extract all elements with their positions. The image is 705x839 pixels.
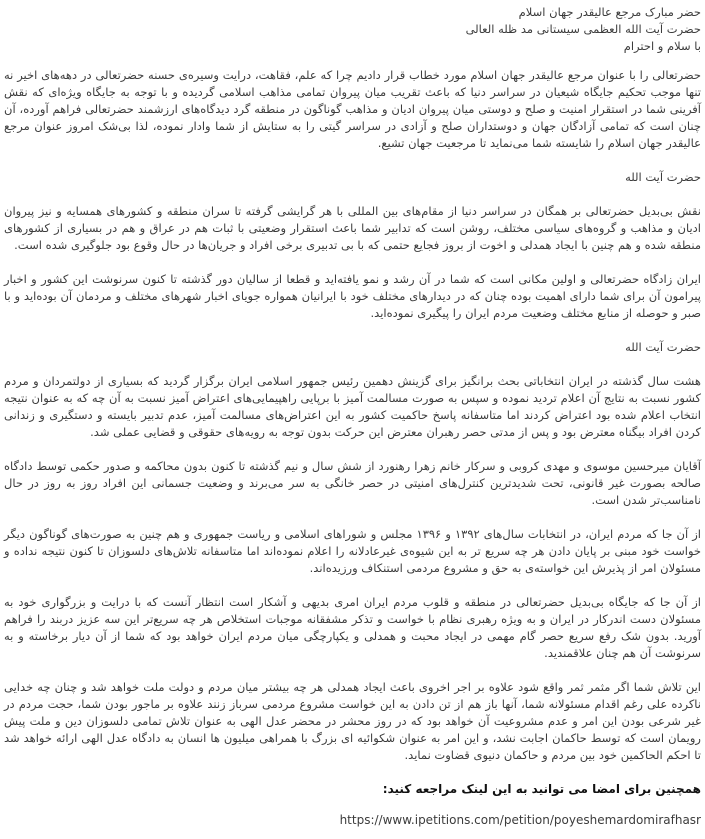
section-heading-2: حضرت آیت الله: [625, 340, 701, 354]
salutation-line-2: حضرت آیت الله العظمی سیستانی مد ظله العالی: [465, 22, 701, 36]
section-heading-1: حضرت آیت الله: [625, 170, 701, 184]
paragraph-house-arrest: آقایان میرحسین موسوی و مهدی کروبی و سرکار خانم زهرا رهنورد از شش سال و نیم گذشته تا کنون بدون محاکمه و صدور حکمی توسط دادگاه صالحه بصورت غیر قانونی، تحت شدیدترین کنترل‌های امنیتی در حصر خانگی به سر می‌برند و وضعیت جسمانی این افراد روز به روز در حال نامناسب‌تر شدن است.: [4, 459, 701, 507]
paragraph-request: از آن جا که جایگاه بی‌بدیل حضرتعالی در منطقه و قلوب مردم ایران امری بدیهی و آشکار است انتظار آنست که با درایت و بزرگواری خود به مسئولان دست اندرکار در ایران و به ویژه رهبری نظام با خواست و تذکر مشفقانه موجبات استخلاص هر چه سریع‌تر این سه عزیز دربند را فراهم آورید. بدون شک رفع سریع حصر گام مهمی در ایجاد محبت و همدلی و یکپارچگی میان مردم ایران خواهد بود که شما از آن دیار برخاسته و به سرنوشت آن هم چنان علاقمندید.: [4, 595, 701, 660]
petition-link-row: [4, 812, 701, 829]
signature-call-to-action: همچنین برای امضا می توانید به این لینک مراجعه کنید:: [382, 782, 701, 796]
paragraph-public-demand: از آن جا که مردم ایران، در انتخابات سال‌های ۱۳۹۲ و ۱۳۹۶ مجلس و شوراهای اسلامی و ریاست جمهوری و هم چنین به صورت‌های گوناگون دیگر خواست خود مبنی بر پایان دادن هر چه سریع تر به این شیوه‌ی غیرعادلانه را اعلام نموده‌اند اما متاسفانه تلاش‌های دلسوزان تا کنون نتیجه نداده و مسئولان امر از پذیرش این خواسته‌ی به حق و مشروع مردمی استنکاف ورزیده‌اند.: [4, 527, 701, 575]
paragraph-election: هشت سال گذشته در ایران انتخاباتی بحث برانگیز برای گزینش دهمین رئیس جمهور اسلامی ایران برگزار گردید که بسیاری از دولتمردان و مردم کشور نسبت به نتایج آن اعلام تردید نموده و سپس به صورت مسالمت آمیز با برپایی راهپیمایی‌های اعتراض آمیز نسبت به آن چه که به عنوان نتیجه انتخاب اعلام شده بود اعتراض کردند اما متاسفانه پاسخ حاکمیت کشور به این اعتراض‌های مسالمت آمیز، عدم تدبیر بایسته و دستگیری و زندانی کردن افراد بیگناه معترض بود و پس از مدتی حصر رهبران معترض این حرکت بدون توجه به رویه‌های حقوقی و قضایی عملی شد.: [4, 374, 701, 439]
paragraph-role: نقش بی‌بدیل حضرتعالی بر همگان در سراسر دنیا از مقام‌های بین المللی با هر گرایشی گرفته تا سران منطقه و کشورهای همسایه و نیز پیروان ادیان و مذاهب و گروه‌های سیاسی مختلف، روشن است که تدابیر شما باعث استقرار وضعیتی با ثبات هم در عراق و هم در بسیاری از کشورهای منطقه شده و هم چنین با ایجاد همدلی و اخوت از بروز فجایع حتمی که با بی تدبیری برخی افراد و جریان‌ها در حال وقوع بود جلوگیری شده است.: [4, 204, 701, 252]
salutation-line-1: حضر مبارک مرجع عالیقدر جهان اسلام: [518, 5, 701, 19]
paragraph-iran-birthplace: ایران زادگاه حضرتعالی و اولین مکانی است که شما در آن رشد و نمو یافته‌اید و قطعا از سالیان دور گذشته تا کنون سرنوشت این کشور و اخبار پیرامون آن برای شما دارای اهمیت بوده چنان که در دیدارهای مختلف خود با ایرانیان همواره جویای اخبار شهرهای مختلف و مردمان آن بوده‌اید و با صبر و حوصله از منابع مختلف وضعیت مردم ایران را پیگیری نموده‌اید.: [4, 272, 701, 320]
petition-link[interactable]: https://www.ipetitions.com/petition/poyeshemardomirafhasr: [339, 813, 701, 827]
paragraph-intro: حضرتعالی را با عنوان مرجع عالیقدر جهان اسلام مورد خطاب قرار دادیم چرا که علم، فقاهت، درایت وسیره‌ی حسنه حضرتعالی در دهه‌های اخیر نه تنها موجب تحکیم جایگاه شیعیان در سراسر دنیا که باعث تقریب میان پیروان تمامی مذاهب اسلامی گردیده و با توجه به جایگاه ویژه‌ای که نقش آفرینی شما در استقرار امنیت و صلح و دوستی میان پیروان ادیان و مذاهب گوناگون در منطقه گرد دیدگاه‌های ارزشمند حضرتعالی فراهم آورده، آن چنان است که تمامی آزادگان جهان و دوستداران صلح و آزادی در سراسر گیتی را به ستایش از شما وادار نموده، لذا بی‌شک امروز عنوان مرجع عالیقدر جهان اسلام را شایسته شما می‌نماید تا مرجعیت جهان تشیع.: [4, 68, 701, 150]
salutation-line-3: با سلام و احترام: [623, 39, 701, 53]
paragraph-closing: این تلاش شما اگر مثمر ثمر واقع شود علاوه بر اجر اخروی باعث ایجاد همدلی هر چه بیشتر میان مردم و دولت ملت خواهد شد و چنان چه خدایی ناکرده علی رغم اقدام مسئولانه شما، آنها باز هم از تن دادن به این خواست مشروع مردمی سرباز زنند علاوه بر ماجور بودن شما، حجت مردم در غیر شرعی بودن این امر و عدم مشروعیت آن خواهد بود که در روز محشر در محضر عدل الهی به عنوان تلاش تمامی دلسوزان دین و ملت پیش رویمان است که توسط حاکمان اجابت نشد، و این امر به عنوان شکوائیه ای بزرگ با همراهی میلیون ها انسان به دادگاه عدل الهی ارائه خواهد شد تا احکم الحاکمین خود بین مردم و حاکمان دنیوی قضاوت نماید.: [4, 680, 701, 762]
letter-salutation: [4, 4, 701, 55]
